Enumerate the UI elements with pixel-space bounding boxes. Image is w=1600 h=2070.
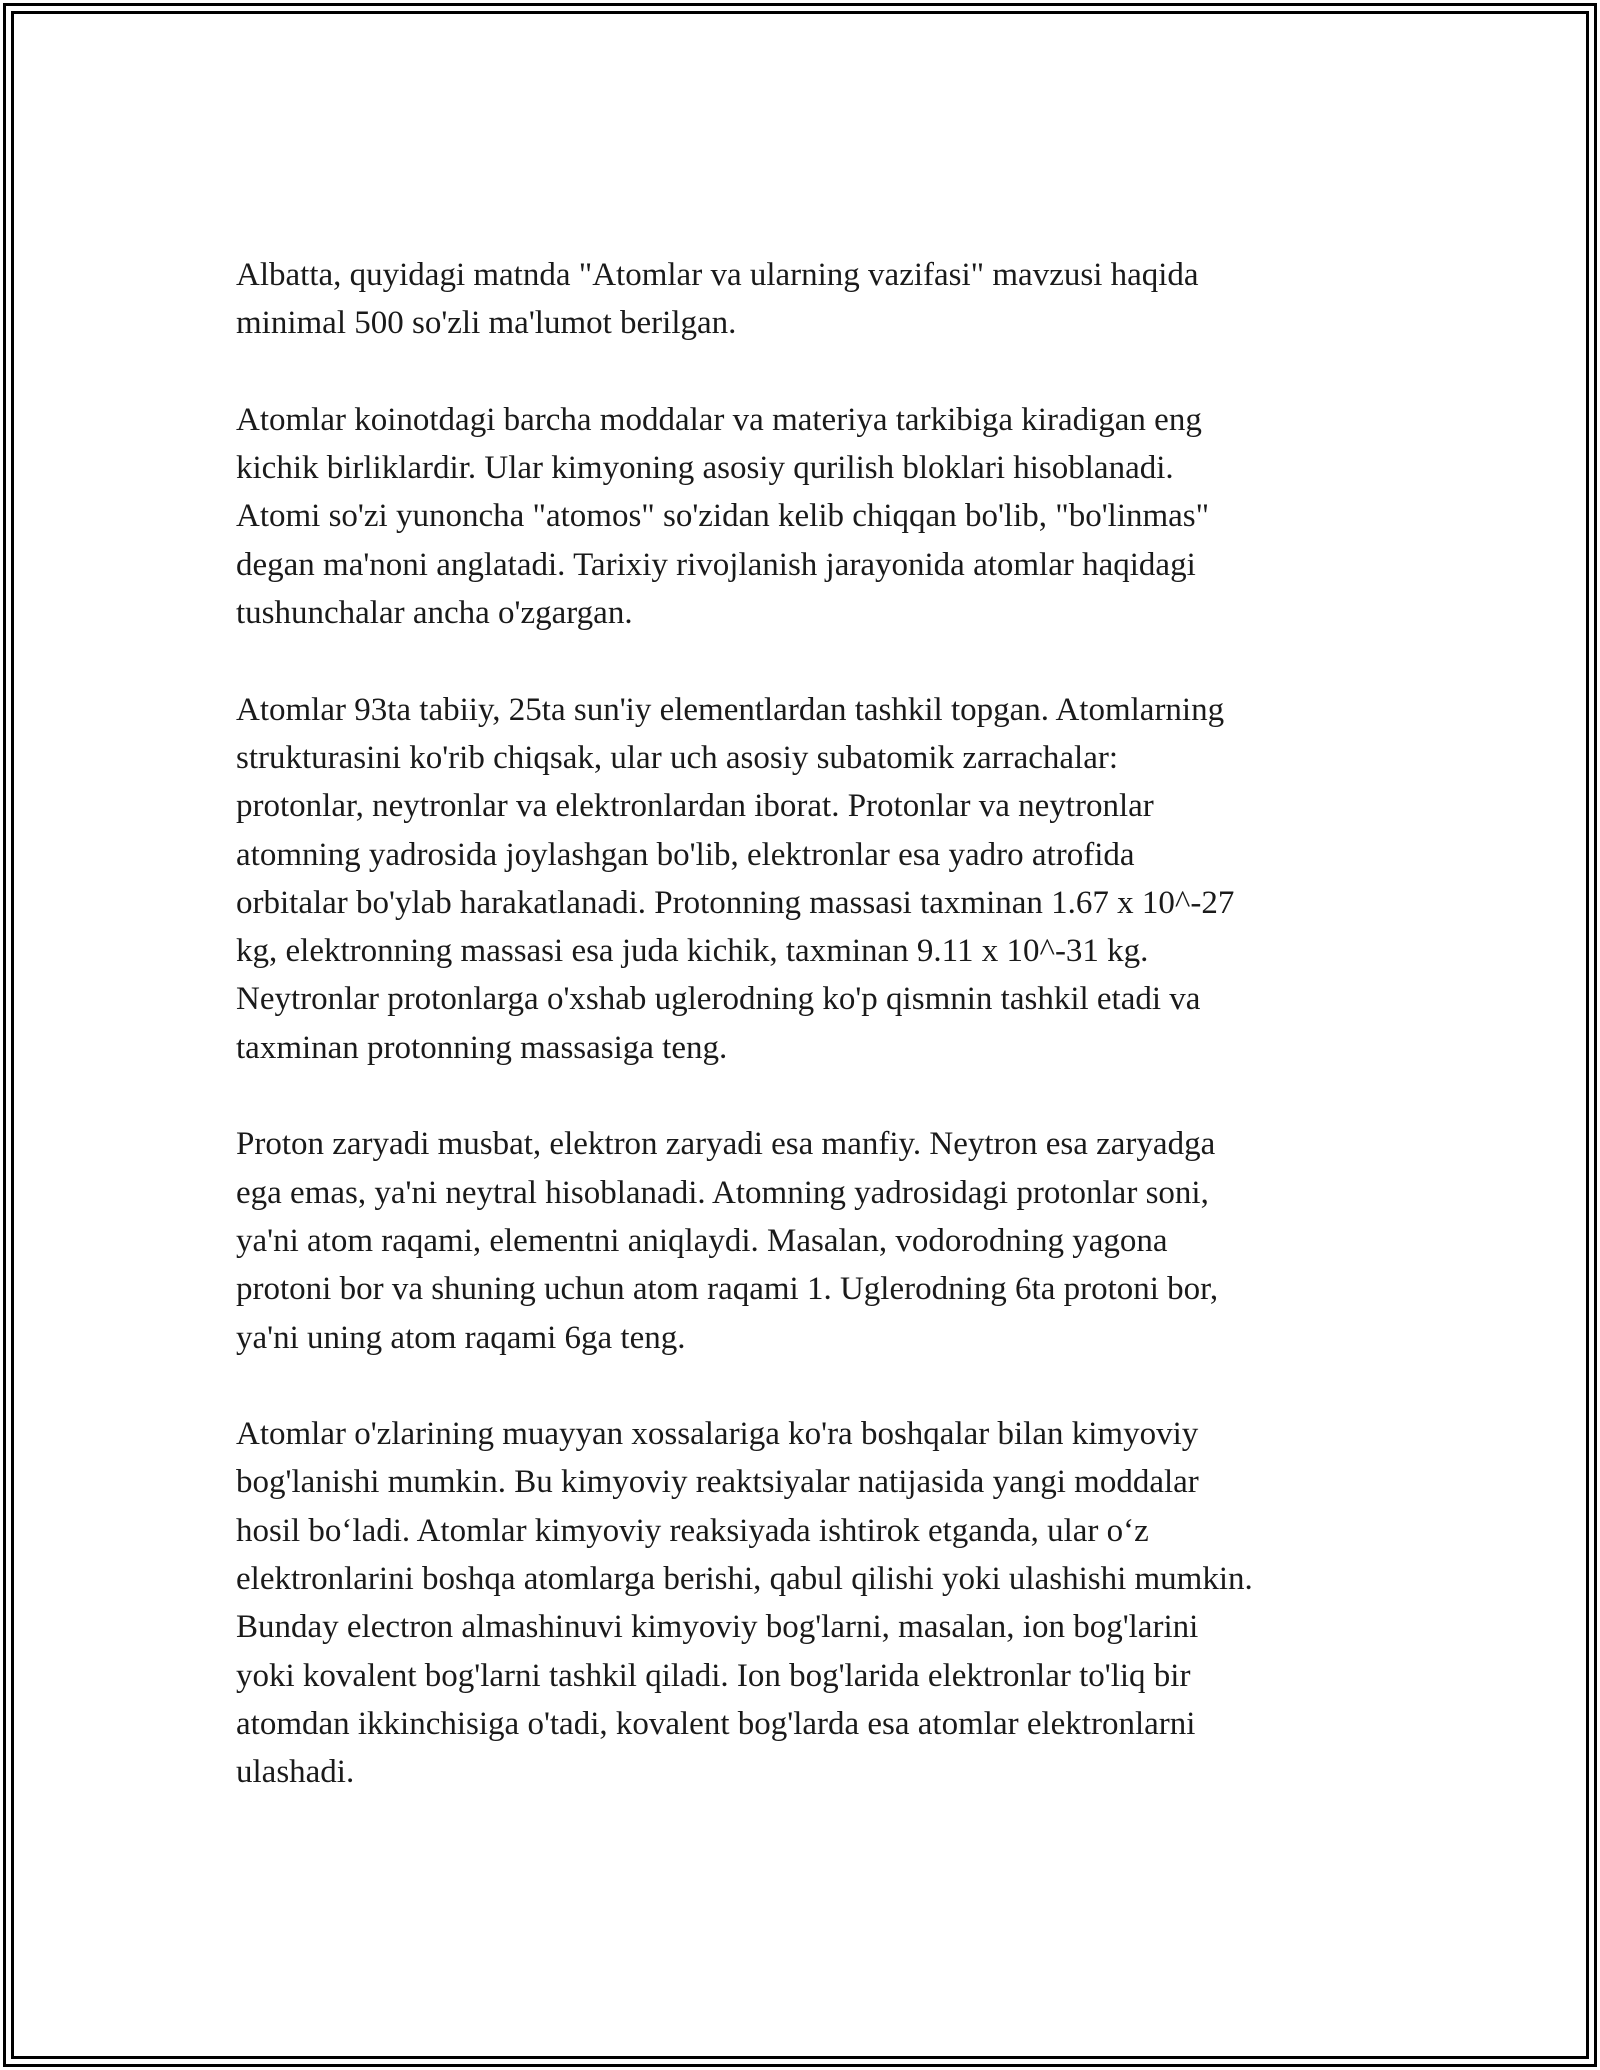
document-body (236, 251, 1396, 1845)
paragraph-atom-structure: Atomlar 93ta tabiiy, 25ta sun'iy elementlardan tashkil topgan. Atomlarning strukturasini ko'rib chiqsak, ular uch asosiy subatomik zarrachalar: protonlar, neytronlar va elektronlardan iborat. Protonlar va neytronlar atomning yadrosida joylashgan bo'lib, elektronlar esa yadro atrofida orbitalar bo'ylab harakatlanadi. Protonning massasi taxminan 1.67 x 10^-27 kg, elektronning massasi esa juda kichik, taxminan 9.11 x 10^-31 kg. Neytronlar protonlarga o'xshab uglerodning ko'p qismnin tashkil etadi va taxminan protonning massasiga teng. (236, 691, 1235, 1066)
paragraph-atoms-definition: Atomlar koinotdagi barcha moddalar va materiya tarkibiga kiradigan eng kichik birliklardir. Ular kimyoning asosiy qurilish bloklari hisoblanadi. Atomi so'zi yunoncha "atomos" so'zidan kelib chiqqan bo'lib, "bo'linmas" degan ma'noni anglatadi. Tarixiy rivojlanish jarayonida atomlar haqidagi tushunchalar ancha o'zgargan. (236, 401, 1210, 632)
paragraph-chemical-bonds: Atomlar o'zlarining muayyan xossalariga ko'ra boshqalar bilan kimyoviy bog'lanishi mumkin. Bu kimyoviy reaktsiyalar natijasida yangi moddalar hosil bo‘ladi. Atomlar kimyoviy reaksiyada ishtirok etganda, ular o‘z elektronlarini boshqa atomlarga berishi, qabul qilishi yoki ulashishi mumkin. Bunday electron almashinuvi kimyoviy bog'larni, masalan, ion bog'larini yoki kovalent bog'larni tashkil qiladi. Ion bog'larida elektronlar to'liq bir atomdan ikkinchisiga o'tadi, kovalent bog'larda esa atomlar elektronlarni ulashadi. (236, 1416, 1253, 1791)
paragraph-intro: Albatta, quyidagi matnda "Atomlar va ularning vazifasi" mavzusi haqida minimal 500 so'zli ma'lumot berilgan. (236, 257, 1199, 342)
paragraph-charges: Proton zaryadi musbat, elektron zaryadi esa manfiy. Neytron esa zaryadga ega emas, ya'ni neytral hisoblanadi. Atomning yadrosidagi protonlar soni, ya'ni atom raqami, elementni aniqlaydi. Masalan, vodorodning yagona protoni bor va shuning uchun atom raqami 1. Uglerodning 6ta protoni bor, ya'ni uning atom raqami 6ga teng. (236, 1126, 1219, 1356)
